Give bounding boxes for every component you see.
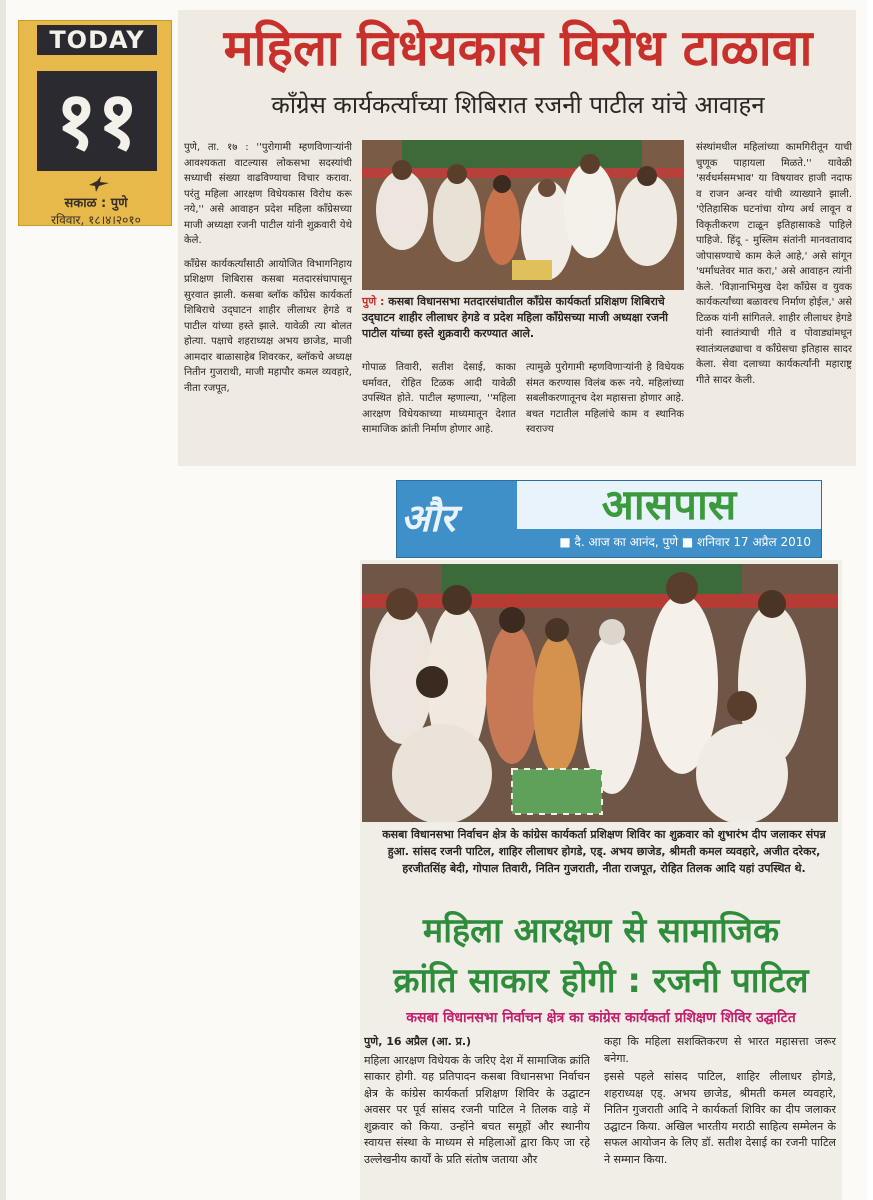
paragraph: संस्थांमधील महिलांच्या कामगिरीतून याची चुणूक पाहायला मिळते.'' यावेळी 'सर्वधर्मसमभाव' या विषयावर हाजी नदाफ व राजन अन्वर यांची व्याख्याने झाली. 'ऐतिहासिक घटनांचा योग्य अर्थ लावून व विकृतीकरण टाळून इतिहासाकडे पाहिले पाहिजे. हिंदू - मुस्लिम संतांनी मानवतावाद जोपासण्याचे काम केले आहे,' असे सांगून 'धर्मांधतेवर मात करा,' असे आवाहन त्यांनी केले. 'विज्ञानाभिमुख देश कॉंग्रेस व युवक कार्यकर्त्यांच्या बळावरच निर्माण होईल,' असे टिळक यांनी सांगितले. शाहीर लीलाधर हेगडे यांनी स्वातंत्र्याची गीते व पोवाड्यांमधून स्वातंत्र्यलढ्याचा व कॉंग्रेसचा इतिहास सादर केला. सेवा दलाच्या कार्यकर्त्यांनी महाराष्ट्र गीते सादर केली. [696,142,852,386]
event-photo-aaspaas [362,564,838,822]
sakal-subheadline: कॉंग्रेस कार्यकर्त्यांच्या शिबिरात रजनी पाटील यांचे आवाहन [271,91,765,119]
headline-line-1: महिला आरक्षण से सामाजिक [422,911,780,951]
event-photo-sakal [362,140,684,290]
day-number: ११ [37,71,157,171]
sakal-column-1 [184,140,352,458]
paragraph: पुणे, ता. १७ : ''पुरोगामी म्हणविणाऱ्यांनी आवश्यकता वाटल्यास लोकसभा सदस्यांची सध्याची संख्या वाढविण्याचा विचार करावा. परंतु महिला आरक्षण विधेयकास विरोध करू नये,'' असे आवाहन प्रदेश महिला कॉंग्रेसच्या माजी अध्यक्षा रजनी पाटील यांनी शुक्रवारी येथे केले. [184,142,352,246]
today-label: TODAY [37,25,157,55]
aaspaas-photo-caption: कसबा विधानसभा निर्वाचन क्षेत्र के कांग्रेस कार्यकर्ता प्रशिक्षण शिविर का शुक्रवार को शुभारंभ दीप जलाकर संपन्न हुआ. सांसद रजनी पाटिल, शाहिर लीलाधर होगडे, एड्. अभय छाजेड, श्रीमती कमल व्यवहारे, अजीत दरेकर, हरजीतसिंह बेदी, गोपाल तिवारी, नितिन गुजराती, नीता राजपूत, रोहित तिलक आदि यहां उपस्थित थे. [382,828,826,875]
photo-illustration [362,140,684,290]
paragraph: कॉंग्रेस कार्यकर्त्यांसाठी आयोजित विभागनिहाय प्रशिक्षण शिबिरास कसबा मतदारसंघापासून सुरवात झाली. कसबा ब्लॉक कॉंग्रेस कार्यकर्ता शिबिराचे उद्‌घाटन शाहीर लीलाधर हेगडे व पाटील यांच्या हस्ते झाले. यावेळी त्या बोलत होत्या. पक्षाचे शहराध्यक्ष अभय छाजेड, माजी आमदार बाळासाहेब शिवरकर, ब्लॉकचे अध्यक्ष नितीन गुजराथी, माजी महापौर कमल व्यवहारे, नीता रजपूत, [184,258,352,394]
aaspaas-column-1 [364,1034,590,1196]
sakal-column-2: गोपाळ तिवारी, सतीश देसाई, काका धर्मावत, रोहित टिळक आदी यावेळी उपस्थित होते. पाटील म्हणाल्या, ''महिला आरक्षण विधेयकाच्या माध्यमातून देशात सामाजिक क्रांती निर्माण होणार आहे. [362,362,516,435]
paragraph: कहा कि महिला सशक्तिकरण से भारत महासत्ता जरूर बनेगा. [604,1035,836,1065]
aaspaas-headline [360,906,842,1006]
sakal-photo-caption [362,294,684,342]
sakal-bird-logo-icon [87,175,111,193]
sakal-column-3: त्यामुळे पुरोगामी म्हणविणाऱ्यांनी हे विधेयक संमत करण्यास विलंब करू नये. महिलांच्या सबलीकरणातूनच देश महासत्ता होणार आहे. बचत गटातील महिलांचे काम व स्थानिक स्वराज्य [526,362,684,435]
aaspaas-subheadline: कसबा विधानसभा निर्वाचन क्षेत्र का कांग्रेस कार्यकर्ता प्रशिक्षण शिविर उद्घाटित [406,1010,796,1026]
sakal-column-4 [696,140,852,450]
banner-info: ■ दै. आज का आनंद, पुणे ■ शनिवार 17 अप्रैल 2010 [559,535,811,549]
paragraph: महिला आरक्षण विधेयक के जरिए देश में सामाजिक क्रांति साकार होगी. यह प्रतिपादन कसबा विधानसभा निर्वाचन क्षेत्र के कांग्रेस कार्यकर्ता प्रशिक्षण शिविर के उद्घाटन अवसर पर पूर्व सांसद रजनी पाटिल ने तिलक वाड़े में शुक्रवार को किया. उन्होंने बचत समूहों और स्थानीय स्वायत्त संस्था के माध्यम से महिलाओं द्वारा किए जा रहे उल्लेखनीय कार्यों के प्रति संतोष जताया और [364,1053,590,1166]
sakal-headline: महिला विधेयकास विरोध टाळावा [223,19,813,77]
sakal-masthead [18,20,172,226]
aaspaas-column-2 [604,1034,836,1196]
caption-text: कसबा विधानसभा मतदारसंघातील कॉंग्रेस कार्यकर्ता प्रशिक्षण शिबिराचे उद्‌घाटन शाहीर लीलाधर हेगडे व प्रदेश महिला कॉंग्रेसच्या माजी अध्यक्षा रजनी पाटील यांच्या हस्ते शुक्रवारी करण्यात आले. [362,295,668,340]
headline-line-2: क्रांति साकार होगी : रजनी पाटिल [393,961,809,1001]
dateline: पुणे, 16 अप्रैल (आ. प्र.) [364,1035,472,1048]
banner-logo: आसपास [517,481,821,529]
paragraph: इससे पहले सांसद पाटिल, शाहिर लीलाधर होगडे, शहराध्यक्ष एड्. अभय छाजेड, श्रीमती कमल व्यवहारे, नितिन गुजराती आदि ने कार्यकर्ता शिविर का दीप जलाकर उद्घाटन किया. अखिल भारतीय मराठी साहित्य सम्मेलन के सफल आयोजन के लिए डॉ. सतीश देसाई का रजनी पाटिल ने सम्मान किया. [604,1070,836,1166]
newspaper-source: सकाळ : पुणे [64,196,128,211]
photo-illustration [362,564,838,822]
caption-location: पुणे : [362,295,385,308]
aaspaas-banner [396,480,822,558]
publication-date: रविवार, १८।४।२०१० [51,213,141,227]
banner-script: और [401,495,456,540]
